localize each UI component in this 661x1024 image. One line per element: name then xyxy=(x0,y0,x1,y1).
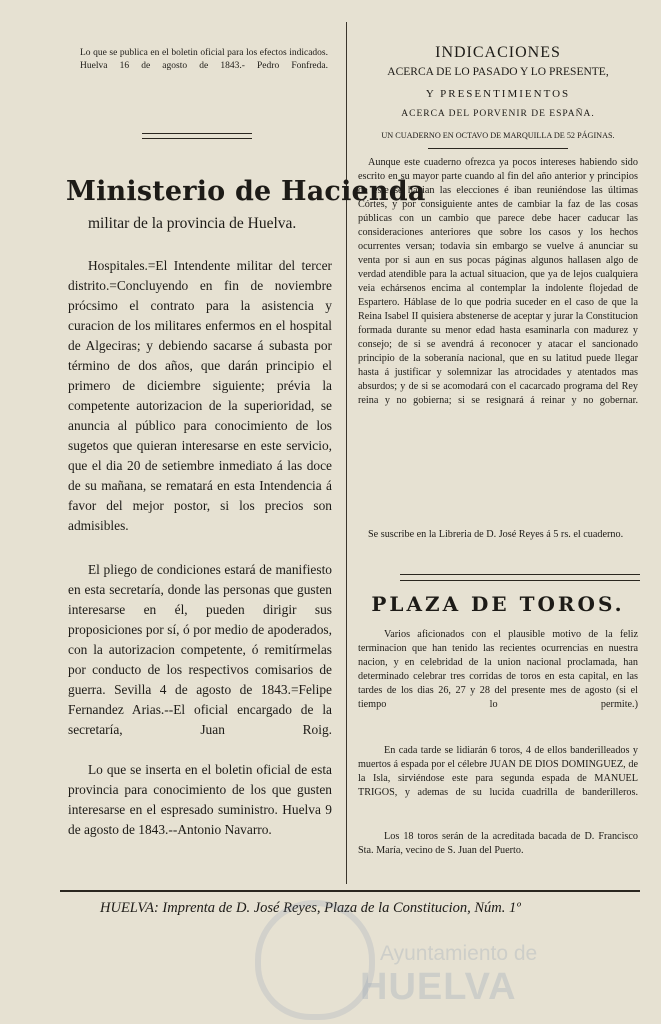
notice-top: Lo que se publica en el boletin oficial para los efectos indicados. Huelva 16 de agosto de 1843.- Pedro Fonfreda. xyxy=(80,48,328,71)
bacada-note: Los 18 toros serán de la acreditada bacada de D. Francisco Sta. María, vecino de S. Juan del Puerto. xyxy=(358,831,638,856)
hospital-announcement: Hospitales.=El Intendente militar del tercer distrito.=Concluyendo en fin de noviembre prócsimo el contrato para la asistencia y curacion de los militares enfermos en el hospital de Algeciras; y debiendo sacarse á subasta por término de dos años, que darán principio el primero de diciembre siguiente; prévia la competente autorizacion de la superioridad, se anuncia al público para conocimiento de los sugetos que quieran interesarse en este servicio, que el dia 20 de setiembre inmediato á las doce de su mañana, se rematará en esta Intendencia á favor del mejor postor, si los precios son admisibles. xyxy=(68,258,332,533)
coat-of-arms-watermark-icon xyxy=(255,900,375,1020)
conditions-paragraph: El pliego de condiciones estará de manifiesto en esta secretaría, donde las personas que gusten interesarse en él, pueden dirigir sus proposiciones por sí, ó por medio de apoderados, con la autorizacion competente, ó remitírmelas por conducto de los respectivos comisarios de guerra. Sevilla 4 de agosto de 1843.=Felipe Fernandez Arias.--El oficial encargado de la secretaría, Juan Roig. xyxy=(68,562,332,737)
subscription-note: Se suscribe en la Libreria de D. José Reyes á 5 rs. el cuaderno. xyxy=(368,529,624,540)
insert-paragraph: Lo que se inserta en el boletin oficial de esta provincia para conocimiento de los que gusten interesarse en el espresado suministro. Huelva 9 de agosto de 1843.--Antonio Navarro. xyxy=(68,762,332,837)
column-divider xyxy=(346,22,347,884)
footer-rule xyxy=(60,890,640,892)
printer-footer: HUELVA: Imprenta de D. José Reyes, Plaza de la Constitucion, Núm. 1º xyxy=(100,900,521,916)
watermark-line1: Ayuntamiento de xyxy=(380,942,538,965)
watermark-line2: HUELVA xyxy=(360,966,517,1008)
indicaciones-text: Aunque este cuaderno ofrezca ya pocos intereses habiendo sido escrito en su mayor parte cuando al fin del año anterior y principios de este se hacian las elecciones é iban reuniéndose las últimas Córtes, y por consiguiente antes de cambiar la faz de las cosas públicas con un cambio que parece debe hacer caducar las consideraciones anteriores que sobre los casos y los hechos ocurrentes versan; todavia sin embargo se vuelve á anunciar su venta por si aun en sus pocas páginas algunos hallasen algo de verdad atendible para la actual situacion, que ya de lejos cualquiera veia echársenos encima al contemplar la indolente flojedad de Espartero. Háblase de lo que podria suceder en el caso de que la Reina Isabel II quisiera abstenerse de aceptar y jurar la Constitucion formada durante su menor edad hasta esaminarla con madurez y consejo; de si se avendrá á reconocer y atacar el sancionado principio de la soberanía nacional, que en su latitud puede llegar hasta á justificar y solemnizar las atrocidades y atentados mas absurdos; y de si se acomodará con el cacarcado programa del Rey reina y no gobierna; si se resignará á reinar y no gobernar. xyxy=(358,157,638,406)
plaza-announcement: Varios aficionados con el plausible motivo de la feliz terminacion que han tenido las recientes ocurrencias en nuestra nacion, y en celebridad de la union nacional proclamada, han determinado celebrar tres corridas de toros en esta capital, en las tardes de los dias 26, 27 y 28 del presente mes de agosto (si el tiempo lo permite.) xyxy=(358,629,638,710)
presentimientos-title: Y PRESENTIMIENTOS xyxy=(425,88,571,100)
indicaciones-subtitle: ACERCA DE LO PASADO Y LO PRESENTE, xyxy=(387,66,609,78)
section-rule xyxy=(142,133,252,139)
title-rule xyxy=(428,148,568,149)
porvenir-title: ACERCA DEL PORVENIR DE ESPAÑA. xyxy=(401,109,595,119)
ministry-subtitle: militar de la provincia de Huelva. xyxy=(88,215,297,232)
indicaciones-title: INDICACIONES xyxy=(435,44,561,61)
cuaderno-line: UN CUADERNO EN OCTAVO DE MARQUILLA DE 52 PÁGINAS. xyxy=(381,131,615,140)
ministry-title: Ministerio de Hacienda xyxy=(66,176,426,207)
toros-details: En cada tarde se lidiarán 6 toros, 4 de ellos banderilleados y muertos á espada por el célebre JUAN DE DIOS DOMINGUEZ, de la Isla, sirviéndose este para segunda espada de MANUEL TRIGOS, y ademas de su lucida cuadrilla de banderilleros. xyxy=(358,745,638,798)
plaza-title: PLAZA DE TOROS. xyxy=(371,592,625,616)
plaza-rule xyxy=(400,574,640,581)
